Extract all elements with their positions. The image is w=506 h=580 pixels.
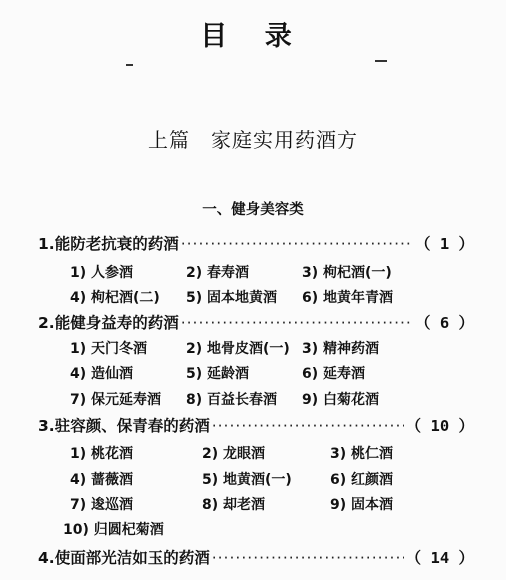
sub-item: 8) 却老酒 xyxy=(202,497,266,513)
sub-item: 8) 百益长春酒 xyxy=(186,392,278,408)
sub-item: 2) 春寿酒 xyxy=(186,265,250,281)
sub-item: 5) 地黄酒(一) xyxy=(202,472,292,488)
dot-leader xyxy=(181,314,413,332)
sub-item: 2) 龙眼酒 xyxy=(202,446,266,462)
dot-leader xyxy=(212,549,404,567)
toc-entry[interactable] xyxy=(38,546,474,570)
toc-entry[interactable] xyxy=(38,311,474,335)
sub-item: 9) 固本酒 xyxy=(330,497,394,513)
entry-page: （ 6 ） xyxy=(415,314,474,332)
sub-item: 6) 延寿酒 xyxy=(302,366,366,382)
sub-item: 9) 白菊花酒 xyxy=(302,392,380,408)
sub-item: 1) 天门冬酒 xyxy=(70,341,148,357)
entry-title: 驻容颜、保青春的药酒 xyxy=(54,417,210,435)
sub-item: 4) 蔷薇酒 xyxy=(70,472,134,488)
sub-item: 2) 地骨皮酒(一) xyxy=(186,341,290,357)
sub-item: 3) 精神药酒 xyxy=(302,341,380,357)
sub-item: 10) 归圆杞菊酒 xyxy=(63,522,164,538)
print-speck xyxy=(126,64,133,66)
part-heading: 上篇 家庭实用药酒方 xyxy=(148,128,358,152)
sub-item: 7) 保元延寿酒 xyxy=(70,392,162,408)
entry-page: （ 14 ） xyxy=(405,549,474,567)
sub-item: 5) 固本地黄酒 xyxy=(186,290,278,306)
toc-entry[interactable] xyxy=(38,414,474,438)
page-title: 目 录 xyxy=(200,21,306,52)
dot-leader xyxy=(212,417,404,435)
sub-item: 1) 人参酒 xyxy=(70,265,134,281)
sub-item: 7) 逡巡酒 xyxy=(70,497,134,513)
entry-number: 3. xyxy=(38,417,55,435)
sub-item: 3) 桃仁酒 xyxy=(330,446,394,462)
sub-item: 6) 地黄年青酒 xyxy=(302,290,394,306)
print-speck xyxy=(375,60,387,62)
section-heading: 一、健身美容类 xyxy=(202,202,304,218)
entry-title: 使面部光洁如玉的药酒 xyxy=(54,549,210,567)
entry-number: 1. xyxy=(38,235,55,253)
sub-item: 6) 红颜酒 xyxy=(330,472,394,488)
sub-item: 3) 枸杞酒(一) xyxy=(302,265,392,281)
dot-leader xyxy=(181,235,413,253)
toc-entry[interactable] xyxy=(38,232,474,256)
entry-number: 4. xyxy=(38,549,55,567)
sub-item: 1) 桃花酒 xyxy=(70,446,134,462)
sub-item: 5) 延龄酒 xyxy=(186,366,250,382)
entry-page: （ 10 ） xyxy=(405,417,474,435)
entry-page: （ 1 ） xyxy=(415,235,474,253)
entry-number: 2. xyxy=(38,314,55,332)
entry-title: 能健身益寿的药酒 xyxy=(54,314,179,332)
sub-item: 4) 造仙酒 xyxy=(70,366,134,382)
sub-item: 4) 枸杞酒(二) xyxy=(70,290,160,306)
entry-title: 能防老抗衰的药酒 xyxy=(54,235,179,253)
